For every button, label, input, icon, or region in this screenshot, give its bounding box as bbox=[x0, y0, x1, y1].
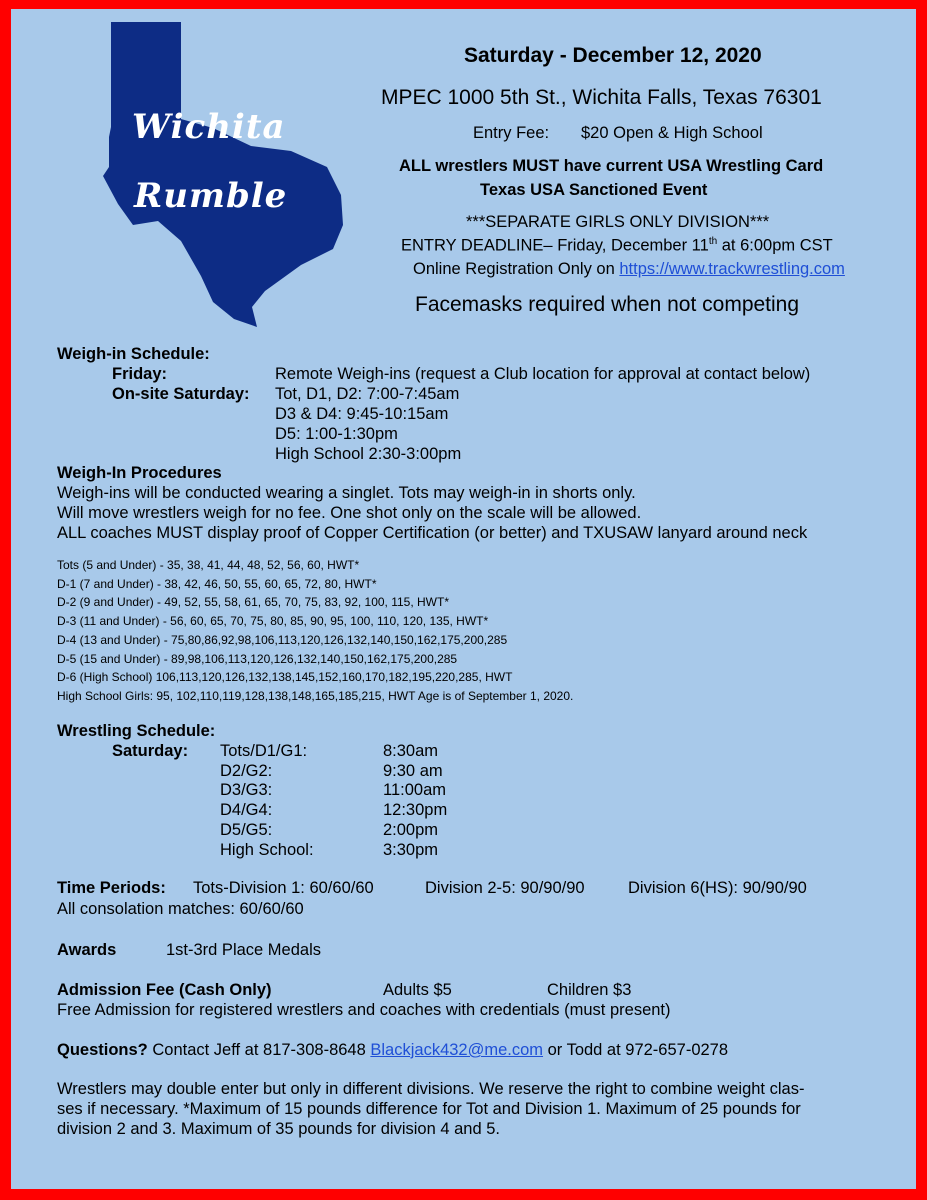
notes-line: Wrestlers may double enter but only in different divisions. We reserve the right to combine weight clas- bbox=[57, 1080, 805, 1098]
schedule-group: High School: bbox=[220, 841, 314, 859]
time-periods-label: Time Periods: bbox=[57, 879, 166, 897]
schedule-group: D5/G5: bbox=[220, 821, 273, 839]
sanctioned-event: Texas USA Sanctioned Event bbox=[480, 181, 708, 199]
friday-value: Remote Weigh-ins (request a Club location for approval at contact below) bbox=[275, 365, 811, 383]
logo-text-rumble: Rumble bbox=[134, 176, 288, 216]
schedule-time: 12:30pm bbox=[383, 801, 448, 819]
schedule-time: 3:30pm bbox=[383, 841, 439, 859]
onsite-value: High School 2:30-3:00pm bbox=[275, 445, 462, 463]
weight-class-line: D-3 (11 and Under) - 56, 60, 65, 70, 75, 80, 85, 90, 95, 100, 110, 120, 135, HWT* bbox=[57, 614, 489, 629]
onsite-label: On-site Saturday: bbox=[112, 385, 250, 403]
friday-label: Friday: bbox=[112, 365, 168, 383]
entry-deadline bbox=[401, 236, 833, 256]
schedule-day-label: Saturday: bbox=[112, 742, 189, 760]
texas-logo bbox=[101, 19, 351, 329]
awards-value: 1st-3rd Place Medals bbox=[166, 941, 321, 959]
registration-prefix: Online Registration Only on bbox=[413, 260, 620, 278]
usa-card-requirement: ALL wrestlers MUST have current USA Wrestling Card bbox=[399, 157, 824, 175]
email-link[interactable]: Blackjack432@me.com bbox=[370, 1041, 544, 1059]
event-date: Saturday - December 12, 2020 bbox=[464, 44, 762, 67]
weight-class-line: D-2 (9 and Under) - 49, 52, 55, 58, 61, 65, 70, 75, 83, 92, 100, 115, HWT* bbox=[57, 595, 450, 610]
procedure-line: ALL coaches MUST display proof of Copper Certification (or better) and TXUSAW lanyard around neck bbox=[57, 524, 808, 542]
time-period-tots: Tots-Division 1: 60/60/60 bbox=[193, 879, 374, 897]
facemasks-note: Facemasks required when not competing bbox=[415, 293, 800, 316]
girls-division-note: ***SEPARATE GIRLS ONLY DIVISION*** bbox=[466, 213, 770, 231]
admission-label: Admission Fee (Cash Only) bbox=[57, 981, 272, 999]
onsite-value: Tot, D1, D2: 7:00-7:45am bbox=[275, 385, 460, 403]
questions-label: Questions? bbox=[57, 1041, 148, 1059]
weigh-in-heading: Weigh-in Schedule: bbox=[57, 345, 210, 363]
entry-fee-value: $20 Open & High School bbox=[581, 124, 763, 142]
weight-class-line: Tots (5 and Under) - 35, 38, 41, 44, 48, 52, 56, 60, HWT* bbox=[57, 558, 360, 572]
weight-class-line: D-4 (13 and Under) - 75,80,86,92,98,106,113,120,126,132,140,150,162,175,200,285 bbox=[57, 632, 508, 647]
procedure-line: Will move wrestlers weigh for no fee. One shot only on the scale will be allowed. bbox=[57, 504, 642, 522]
consolation-note: All consolation matches: 60/60/60 bbox=[57, 900, 304, 918]
procedure-line: Weigh-ins will be conducted wearing a singlet. Tots may weigh-in in shorts only. bbox=[57, 484, 636, 502]
wrestling-schedule-heading: Wrestling Schedule: bbox=[57, 722, 216, 740]
awards-label: Awards bbox=[57, 941, 117, 959]
procedures-heading: Weigh-In Procedures bbox=[57, 464, 222, 482]
notes-line: division 2 and 3. Maximum of 35 pounds for division 4 and 5. bbox=[57, 1120, 501, 1138]
weight-class-line: D-1 (7 and Under) - 38, 42, 46, 50, 55, 60, 65, 72, 80, HWT* bbox=[57, 576, 377, 591]
online-registration bbox=[413, 260, 845, 279]
notes-line: ses if necessary. *Maximum of 15 pounds difference for Tot and Division 1. Maximum of 25 pounds for bbox=[57, 1100, 801, 1118]
free-admission-note: Free Admission for registered wrestlers and coaches with credentials (must present) bbox=[57, 1001, 671, 1019]
schedule-group: D3/G3: bbox=[220, 781, 273, 799]
deadline-sup: th bbox=[708, 236, 718, 247]
questions-prefix: Contact Jeff at 817-308-8648 bbox=[147, 1041, 371, 1059]
event-address: MPEC 1000 5th St., Wichita Falls, Texas 76301 bbox=[381, 86, 822, 109]
weight-class-line: D-6 (High School) 106,113,120,126,132,138,145,152,160,170,182,195,220,285, HWT bbox=[57, 670, 513, 685]
weight-class-line: High School Girls: 95, 102,110,119,128,138,148,165,185,215, HWT Age is of September 1, 2020. bbox=[57, 688, 574, 703]
questions-suffix: or Todd at 972-657-0278 bbox=[543, 1041, 729, 1059]
texas-map-icon bbox=[101, 19, 351, 329]
admission-adults: Adults $5 bbox=[383, 981, 452, 999]
time-period-div6: Division 6(HS): 90/90/90 bbox=[628, 879, 807, 897]
schedule-time: 11:00am bbox=[383, 781, 446, 799]
registration-link[interactable]: https://www.trackwrestling.com bbox=[619, 260, 845, 278]
weight-class-line: D-5 (15 and Under) - 89,98,106,113,120,126,132,140,150,162,175,200,285 bbox=[57, 651, 458, 666]
onsite-value: D5: 1:00-1:30pm bbox=[275, 425, 398, 443]
admission-children: Children $3 bbox=[547, 981, 632, 999]
schedule-group: D2/G2: bbox=[220, 762, 273, 780]
weight-classes bbox=[57, 556, 573, 706]
schedule-time: 9:30 am bbox=[383, 762, 443, 780]
time-period-div2-5: Division 2-5: 90/90/90 bbox=[425, 879, 585, 897]
questions-line bbox=[57, 1041, 728, 1060]
deadline-suffix: at 6:00pm CST bbox=[717, 236, 833, 255]
flyer-page bbox=[11, 9, 916, 1189]
logo-text-wichita: Wichita bbox=[132, 107, 286, 147]
entry-fee-label: Entry Fee: bbox=[473, 124, 550, 142]
onsite-value: D3 & D4: 9:45-10:15am bbox=[275, 405, 449, 423]
schedule-time: 8:30am bbox=[383, 742, 439, 760]
schedule-group: Tots/D1/G1: bbox=[220, 742, 308, 760]
schedule-group: D4/G4: bbox=[220, 801, 273, 819]
schedule-time: 2:00pm bbox=[383, 821, 439, 839]
deadline-prefix: ENTRY DEADLINE– Friday, December 11 bbox=[401, 236, 709, 255]
